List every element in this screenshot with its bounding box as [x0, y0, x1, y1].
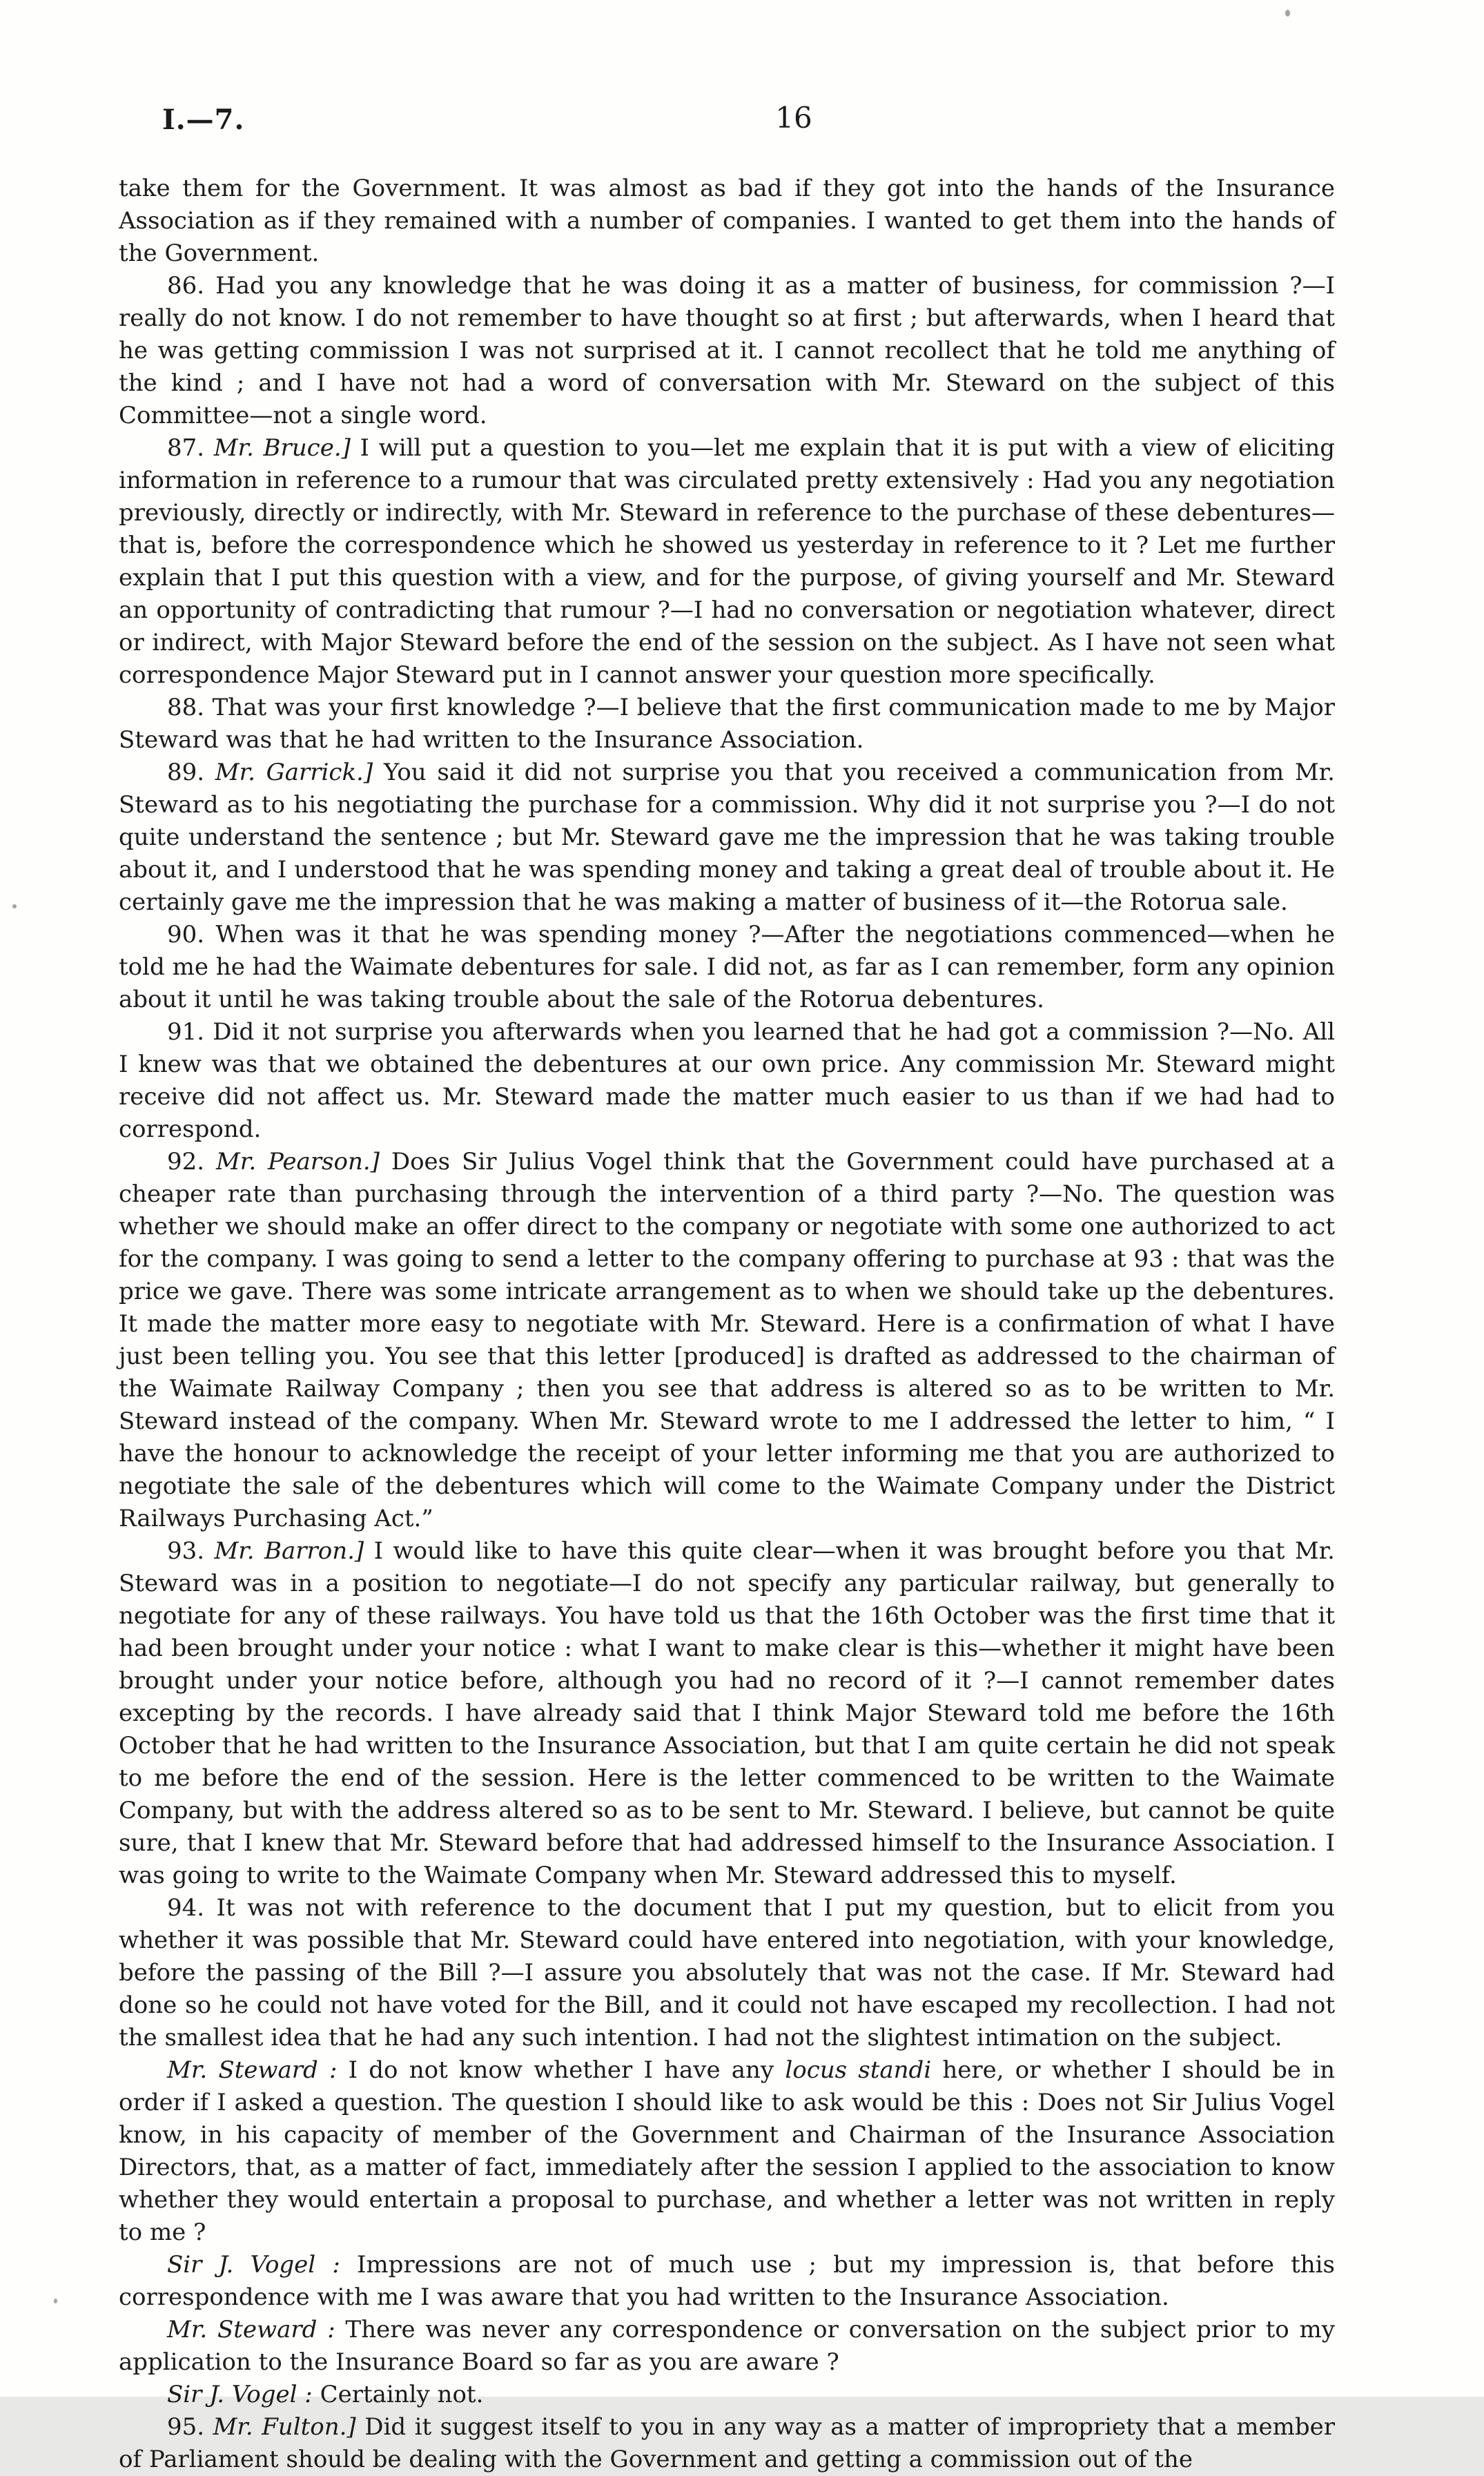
paragraph	[119, 1535, 1335, 1892]
paragraph-text: 86. Had you any knowledge that he was doing it as a matter of business, for commission ?—I really do not know. I do not remember to have thought so at first ; but afterwards, when I heard that he was getting commission I was not surprised at it. I cannot recollect that he told me anything of the kind ; and I have not had a word of conversation with Mr. Steward on the subject of this Committee—not a single word.	[119, 272, 1335, 429]
paragraph-text: There was never any correspondence or conversation on the subject prior to my application to the Insurance Board so far as you are aware ?	[119, 2316, 1336, 2376]
paragraph	[119, 2054, 1335, 2249]
speaker-or-emphasis: Sir J. Vogel :	[167, 2251, 340, 2279]
speaker-or-emphasis: Mr. Pearson.]	[215, 1148, 380, 1176]
paragraph-text: Certainly not.	[312, 2381, 484, 2408]
paragraph-text: 95.	[167, 2413, 213, 2441]
paragraph	[119, 919, 1335, 1016]
scan-speck	[1285, 10, 1290, 17]
paragraph	[119, 173, 1335, 270]
paragraph-text: 92.	[167, 1148, 216, 1176]
speaker-or-emphasis: Mr. Bruce.]	[213, 434, 351, 462]
paragraph-text: here, or whether I should be in order if I asked a question. The question I should like to ask would be this : Does not Sir Julius Vogel know, in his capacity of member of the Government and Chairman of the Insurance Association Directors, that, as a matter of fact, immediately after the session I applied to the association to know whether they would entertain a proposal to purchase, and whether a letter was not written in reply to me ?	[119, 2056, 1335, 2246]
paragraph-text: I would like to have this quite clear—when it was brought before you that Mr. Steward was in a position to negotiate—I do not specify any particular railway, but generally to negotiate for any of these railways. You have told us that the 16th October was the first time that it had been brought under your notice : what I want to make clear is this—whether it might have been brought under your notice before, although you had no record of it ?—I cannot remember dates excepting by the records. I have already said that I think Major Steward told me before the 16th October that he had written to the Insurance Association, but that I am quite certain he did not speak to me before the end of the session. Here is the letter commenced to be written to the Waimate Company, but with the address altered so as to be sent to Mr. Steward. I believe, but cannot be quite sure, that I knew that Mr. Steward before that had addressed himself to the Insurance Association. I was going to write to the Waimate Company when Mr. Steward addressed this to myself.	[119, 1537, 1335, 1889]
paragraph-text: 93.	[167, 1537, 215, 1565]
speaker-or-emphasis: Mr. Garrick.]	[215, 759, 373, 786]
paragraph-text: 90. When was it that he was spending money ?—After the negotiations commenced—when he told me he had the Waimate debentures for sale. I did not, as far as I can remember, form any opinion about it until he was taking trouble about the sale of the Rotorua debentures.	[119, 921, 1335, 1013]
scan-speck	[54, 2299, 57, 2303]
speaker-or-emphasis: Mr. Steward :	[167, 2056, 338, 2084]
speaker-or-emphasis: Mr. Steward :	[167, 2316, 335, 2343]
paragraph	[119, 270, 1335, 432]
paragraph-text: Did it suggest itself to you in any way as a matter of impropriety that a member of Parliament should be dealing with the Government and getting a commission out of the	[119, 2413, 1335, 2473]
paragraph-text: I do not know whether I have any	[337, 2056, 785, 2084]
paragraph-text: 88. That was your first knowledge ?—I believe that the first communication made to me by Major Steward was that he had written to the Insurance Association.	[119, 694, 1335, 754]
paragraph	[119, 1016, 1335, 1146]
paragraph	[119, 757, 1335, 919]
paragraph-text: 87.	[167, 434, 214, 462]
paragraph	[119, 2379, 1335, 2411]
paragraph	[119, 2411, 1335, 2476]
paragraph-text: take them for the Government. It was almost as bad if they got into the hands of the Insurance Association as if they remained with a number of companies. I wanted to get them into the hands of the Government.	[119, 175, 1335, 267]
page-header	[0, 101, 1484, 145]
speaker-or-emphasis: Mr. Barron.]	[214, 1537, 364, 1565]
paragraph-text: 94. It was not with reference to the document that I put my question, but to elicit from you whether it was possible that Mr. Steward could have entered into negotiation, with your knowledge, before the passing of the Bill ?—I assure you absolutely that was not the case. If Mr. Steward had done so he could not have voted for the Bill, and it could not have escaped my recollection. I had not the smallest idea that he had any such intention. I had not the slightest intimation on the subject.	[119, 1894, 1335, 2051]
paragraph-text: I will put a question to you—let me explain that it is put with a view of eliciting information in reference to a rumour that was circulated pretty extensively : Had you any negotiation previously, directly or indirectly, with Mr. Steward in reference to the purchase of these debentures—that is, before the correspondence which he showed us yesterday in reference to it ? Let me further explain that I put this question with a view, and for the purpose, of giving yourself and Mr. Steward an opportunity of contradicting that rumour ?—I had no conversation or negotiation whatever, direct or indirect, with Major Steward before the end of the session on the subject. As I have not seen what correspondence Major Steward put in I cannot answer your question more specifically.	[119, 434, 1335, 689]
speaker-or-emphasis: Sir J. Vogel :	[167, 2381, 313, 2408]
paragraph-text: 91. Did it not surprise you afterwards when you learned that he had got a commission ?—No. All I knew was that we obtained the debentures at our own price. Any commission Mr. Steward might receive did not affect us. Mr. Steward made the matter much easier to us than if we had had to correspond.	[119, 1018, 1335, 1143]
paragraph-text: Impressions are not of much use ; but my impression is, that before this correspondence with me I was aware that you had written to the Insurance Association.	[119, 2251, 1335, 2311]
page-number: 16	[775, 101, 812, 135]
speaker-or-emphasis: locus standi	[785, 2056, 932, 2084]
transcript	[119, 173, 1335, 2476]
paragraph	[119, 692, 1335, 757]
paragraph-text: Does Sir Julius Vogel think that the Government could have purchased at a cheaper rate than purchasing through the intervention of a third party ?—No. The question was whether we should make an offer direct to the company or negotiate with some one authorized to act for the company. I was going to send a letter to the company offering to purchase at 93 : that was the price we gave. There was some intricate arrangement as to when we should take up the debentures. It made the matter more easy to negotiate with Mr. Steward. Here is a confirmation of what I have just been telling you. You see that this letter [produced] is drafted as addressed to the chairman of the Waimate Railway Company ; then you see that address is altered so as to be written to Mr. Steward instead of the company. When Mr. Steward wrote to me I addressed the letter to him, “ I have the honour to acknowledge the receipt of your letter informing me that you are authorized to negotiate the sale of the debentures which will come to the Waimate Company under the District Railways Purchasing Act.”	[119, 1148, 1336, 1532]
paragraph	[119, 1892, 1335, 2054]
speaker-or-emphasis: Mr. Fulton.]	[213, 2413, 356, 2441]
paragraph	[119, 2249, 1335, 2314]
paragraph-text: 89.	[167, 759, 215, 786]
scan-speck	[12, 904, 17, 908]
paragraph-text: You said it did not surprise you that you received a communication from Mr. Steward as to his negotiating the purchase for a commission. Why did it not surprise you ?—I do not quite understand the sentence ; but Mr. Steward gave me the impression that he was taking trouble about it, and I understood that he was spending money and taking a great deal of trouble about it. He certainly gave me the impression that he was making a matter of business of it—the Rotorua sale.	[119, 759, 1335, 916]
paragraph	[119, 2314, 1335, 2379]
paragraph	[119, 432, 1335, 692]
paragraph	[119, 1146, 1335, 1535]
document-code: I.—7.	[162, 104, 245, 136]
